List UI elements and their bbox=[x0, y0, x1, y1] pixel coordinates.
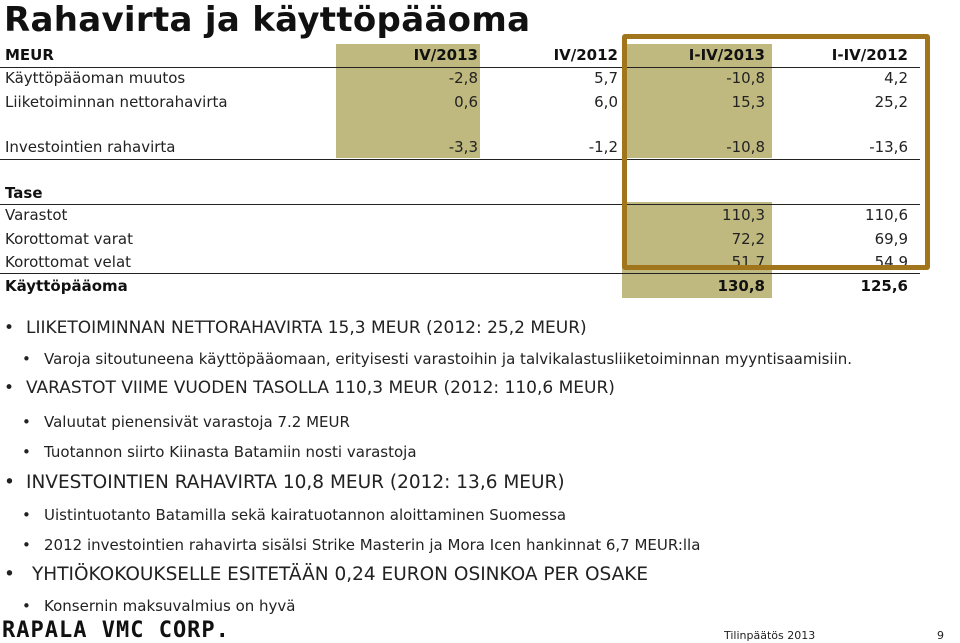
header-iv2012: IV/2012 bbox=[553, 46, 618, 64]
bullet-dot: • bbox=[22, 536, 31, 554]
tase-label: Tase bbox=[5, 184, 43, 202]
cell: 54,9 bbox=[874, 253, 908, 271]
bullet-dot: • bbox=[22, 597, 31, 615]
bullet-text: 2012 investointien rahavirta sisälsi Strike Masterin ja Mora Icen hankinnat 6,7 MEUR:lla bbox=[44, 536, 701, 554]
bullet-dot: • bbox=[4, 318, 15, 338]
row-label: Liiketoiminnan nettorahavirta bbox=[5, 93, 228, 111]
cell: -1,2 bbox=[588, 138, 618, 156]
cell: 25,2 bbox=[874, 93, 908, 111]
header-i-iv2012: I-IV/2012 bbox=[831, 46, 908, 64]
page-number: 9 bbox=[937, 629, 944, 642]
cell: -2,8 bbox=[448, 69, 478, 87]
bullet-dot: • bbox=[4, 378, 15, 398]
row-label: Käyttöpääoma bbox=[5, 277, 128, 295]
footer-doc-title: Tilinpäätös 2013 bbox=[724, 629, 816, 642]
bullet-text: Konsernin maksuvalmius on hyvä bbox=[44, 597, 296, 615]
row-label: Korottomat varat bbox=[5, 230, 133, 248]
page-title: Rahavirta ja käyttöpääoma bbox=[4, 0, 531, 40]
row-label: Korottomat velat bbox=[5, 253, 132, 271]
bullet-text: Valuutat pienensivät varastoja 7.2 MEUR bbox=[44, 413, 350, 431]
bullet-dot: • bbox=[22, 413, 31, 431]
cashflow-table bbox=[0, 42, 960, 304]
header-iv2013: IV/2013 bbox=[413, 46, 478, 64]
bullet-text: Uistintuotanto Batamilla sekä kairatuotannon aloittaminen Suomessa bbox=[44, 506, 567, 524]
cell: 0,6 bbox=[454, 93, 478, 111]
bullet-dot: • bbox=[4, 564, 15, 585]
cell: 110,3 bbox=[722, 206, 765, 224]
cell: -13,6 bbox=[869, 138, 908, 156]
bullet-dot: • bbox=[22, 506, 31, 524]
company-logo: RAPALA VMC CORP. bbox=[2, 618, 230, 643]
cell: 51,7 bbox=[731, 253, 765, 271]
cell: -3,3 bbox=[448, 138, 478, 156]
cell: 5,7 bbox=[594, 69, 618, 87]
cell: 72,2 bbox=[731, 230, 765, 248]
row-label: Varastot bbox=[5, 206, 68, 224]
table-row-total bbox=[0, 274, 920, 298]
row-label: Investointien rahavirta bbox=[5, 138, 176, 156]
cell: 4,2 bbox=[884, 69, 908, 87]
cell: 125,6 bbox=[860, 277, 908, 295]
highlight-frame bbox=[622, 34, 930, 270]
bullet-dot: • bbox=[22, 350, 31, 368]
cell: -10,8 bbox=[726, 69, 765, 87]
cell: 15,3 bbox=[731, 93, 765, 111]
bullet-text: INVESTOINTIEN RAHAVIRTA 10,8 MEUR (2012: 13,6 MEUR) bbox=[26, 472, 565, 493]
header-meur: MEUR bbox=[5, 46, 54, 64]
bullet-text: YHTIÖKOKOUKSELLE ESITETÄÄN 0,24 EURON OSINKOA PER OSAKE bbox=[32, 564, 649, 585]
bullet-dot: • bbox=[4, 472, 15, 493]
cell: 130,8 bbox=[717, 277, 765, 295]
cell: -10,8 bbox=[726, 138, 765, 156]
cell: 69,9 bbox=[874, 230, 908, 248]
bullet-text: VARASTOT VIIME VUODEN TASOLLA 110,3 MEUR (2012: 110,6 MEUR) bbox=[26, 378, 615, 398]
cell: 110,6 bbox=[865, 206, 908, 224]
header-i-iv2013: I-IV/2013 bbox=[688, 46, 765, 64]
cell: 6,0 bbox=[594, 93, 618, 111]
bullet-text: Varoja sitoutuneena käyttöpääomaan, erityisesti varastoihin ja talvikalastusliiketoiminnan myyntisaamisiin. bbox=[44, 350, 853, 368]
row-label: Käyttöpääoman muutos bbox=[5, 69, 186, 87]
bullet-text: Tuotannon siirto Kiinasta Batamiin nosti varastoja bbox=[44, 443, 417, 461]
bullet-text: LIIKETOIMINNAN NETTORAHAVIRTA 15,3 MEUR (2012: 25,2 MEUR) bbox=[26, 318, 587, 338]
bullet-dot: • bbox=[22, 443, 31, 461]
